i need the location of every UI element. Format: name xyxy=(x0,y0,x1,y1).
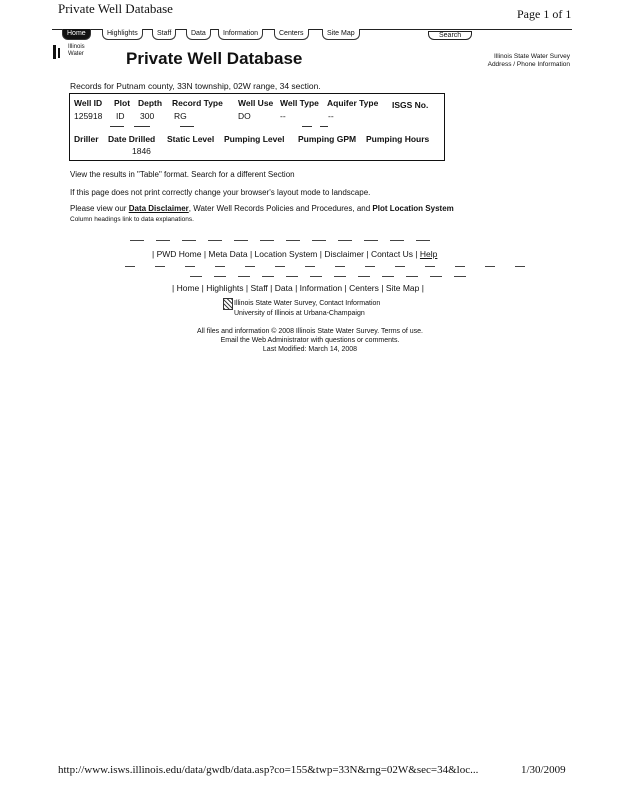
empty-cell-marker xyxy=(180,126,194,127)
site-highlights-link[interactable]: Highlights xyxy=(206,283,244,293)
site-data-link[interactable]: Data xyxy=(274,283,293,293)
top-nav-bar xyxy=(52,29,572,42)
site-links: | Home | Highlights | Staff | Data | Information | Centers | Site Map | xyxy=(172,283,424,293)
nav-tab-centers[interactable]: Centers xyxy=(274,29,309,40)
site-home-link[interactable]: Home xyxy=(176,283,200,293)
site-centers-link[interactable]: Centers xyxy=(349,283,379,293)
print-url: http://www.isws.illinois.edu/data/gwdb/data.asp?co=155&twp=33N&rng=02W&sec=34&loc... xyxy=(58,764,479,776)
agency-info xyxy=(470,53,570,69)
nav-tab-highlights[interactable]: Highlights xyxy=(102,29,143,40)
header-depth[interactable]: Depth xyxy=(138,98,163,108)
copyright-line1: All files and information © 2008 Illinois State Water Survey. Terms of use. xyxy=(196,328,424,335)
location-system-link[interactable]: Location System xyxy=(254,249,318,259)
records-caption: Records for Putnam county, 33N township, 02W range, 34 section. xyxy=(70,81,321,91)
disclaimer-mid: , Water Well Records Policies and Procedures, and xyxy=(188,204,371,213)
header-static-level[interactable]: Static Level xyxy=(167,134,215,144)
pwd-links: | PWD Home | Meta Data | Location System | Disclaimer | Contact Us | Help xyxy=(152,249,438,259)
cell-well-use: DO xyxy=(238,111,251,121)
view-results-note[interactable]: View the results in "Table" format. Search for a different Section xyxy=(70,170,295,179)
landscape-note: If this page does not print correctly change your browser's layout mode to landscape. xyxy=(70,188,371,197)
agency-name[interactable]: Illinois State Water Survey xyxy=(494,53,570,60)
disclaimer-prefix: Please view our xyxy=(70,204,127,213)
agency-contact-link[interactable]: Address / Phone Information xyxy=(487,61,570,68)
pwd-home-link[interactable]: PWD Home xyxy=(156,249,202,259)
contact-line2[interactable]: University of Illinois at Urbana-Champaign xyxy=(234,310,365,317)
contact-line1[interactable]: Illinois State Water Survey, Contact Information xyxy=(234,300,381,307)
header-well-id[interactable]: Well ID xyxy=(74,98,103,108)
cell-depth: 300 xyxy=(140,111,155,121)
plot-location-link[interactable]: Plot Location System xyxy=(372,204,454,213)
header-well-type[interactable]: Well Type xyxy=(280,98,319,108)
nav-tab-site-map[interactable]: Site Map xyxy=(322,29,360,40)
header-driller[interactable]: Driller xyxy=(74,134,99,144)
header-date-drilled[interactable]: Date Drilled xyxy=(108,134,156,144)
header-plot[interactable]: Plot xyxy=(114,98,131,108)
disclaimer-link[interactable]: Disclaimer xyxy=(324,249,364,259)
contact-block xyxy=(234,299,380,319)
disclaimer-note xyxy=(70,204,454,213)
header-pumping-hours[interactable]: Pumping Hours xyxy=(366,134,430,144)
site-information-link[interactable]: Information xyxy=(299,283,343,293)
isws-logo-icon xyxy=(52,44,64,60)
header-pumping-level[interactable]: Pumping Level xyxy=(224,134,285,144)
illinois-map-icon xyxy=(223,298,233,310)
scan-artifact-line xyxy=(125,266,525,267)
branding-subtitle xyxy=(68,44,85,58)
empty-cell-marker xyxy=(110,126,124,127)
header-isgs-no[interactable]: ISGS No. xyxy=(392,100,429,110)
print-date: 1/30/2009 xyxy=(521,764,566,776)
contact-us-link[interactable]: Contact Us xyxy=(370,249,413,259)
page-title: Private Well Database xyxy=(126,49,303,68)
print-page-title: Private Well Database xyxy=(58,1,173,16)
empty-cell-marker xyxy=(302,126,312,127)
copyright-line3: Last Modified: March 14, 2008 xyxy=(262,346,358,353)
data-disclaimer-link[interactable]: Data Disclaimer xyxy=(128,204,189,213)
copyright-block xyxy=(140,327,480,354)
nav-tab-home[interactable]: Home xyxy=(62,29,91,40)
scan-artifact-line xyxy=(130,240,430,241)
print-page-number: Page 1 of 1 xyxy=(517,7,572,21)
cell-date-drilled: 1846 xyxy=(132,146,151,156)
cell-well-id: 125918 xyxy=(74,111,103,121)
scan-artifact-line xyxy=(190,276,470,277)
branding-subtitle-line2: Water xyxy=(68,51,84,57)
empty-cell-marker xyxy=(134,126,150,127)
branding-subtitle-line1: Illinois xyxy=(68,44,85,50)
header-well-use[interactable]: Well Use xyxy=(238,98,274,108)
cell-plot: ID xyxy=(116,111,125,121)
cell-aquifer-type: -- xyxy=(328,111,334,121)
meta-data-link[interactable]: Meta Data xyxy=(208,249,248,259)
help-link[interactable]: Help xyxy=(419,249,438,259)
site-map-link[interactable]: Site Map xyxy=(385,283,420,293)
cell-record-type: RG xyxy=(174,111,187,121)
nav-tab-staff[interactable]: Staff xyxy=(152,29,176,40)
column-headings-note: Column headings link to data explanations. xyxy=(70,216,194,223)
copyright-line2[interactable]: Email the Web Administrator with questions or comments. xyxy=(220,337,400,344)
site-staff-link[interactable]: Staff xyxy=(250,283,268,293)
nav-tab-data[interactable]: Data xyxy=(186,29,211,40)
cell-well-type: -- xyxy=(280,111,286,121)
empty-cell-marker xyxy=(320,126,328,127)
well-record-table xyxy=(69,93,445,161)
header-pumping-gpm[interactable]: Pumping GPM xyxy=(298,134,357,144)
search-tab[interactable]: Search xyxy=(428,31,472,40)
header-record-type[interactable]: Record Type xyxy=(172,98,223,108)
nav-tab-information[interactable]: Information xyxy=(218,29,263,40)
header-aquifer-type[interactable]: Aquifer Type xyxy=(327,98,379,108)
